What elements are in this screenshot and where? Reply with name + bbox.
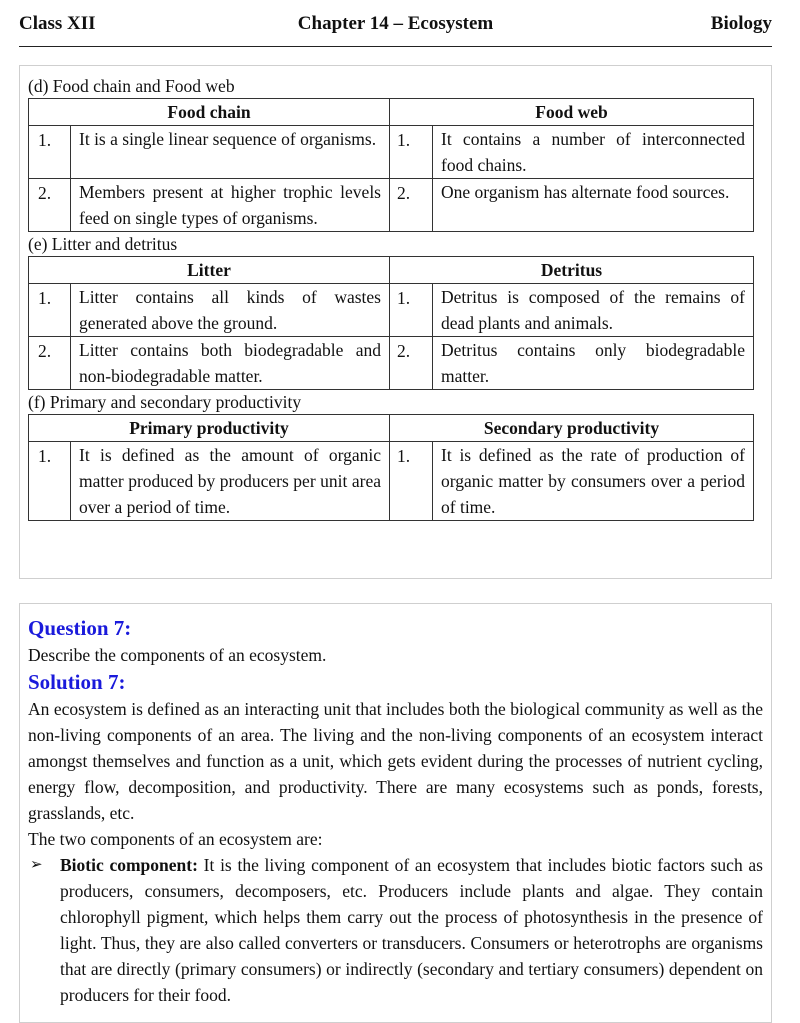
table-row	[29, 126, 754, 179]
class-label: Class XII	[19, 13, 96, 34]
row-number: 1.	[29, 284, 71, 337]
question-text: Describe the components of an ecosystem.	[28, 645, 327, 665]
row-number: 2.	[390, 179, 433, 232]
section-title-f: (f) Primary and secondary productivity	[28, 392, 302, 412]
row-number: 1.	[390, 284, 433, 337]
row-number: 2.	[29, 179, 71, 232]
table-heading-right: Food web	[390, 99, 754, 126]
bullet-body	[60, 852, 763, 1008]
cell-text: Detritus contains only biodegradable matter.	[433, 337, 754, 390]
chapter-title: Chapter 14 – Ecosystem	[297, 13, 494, 34]
cell-text: Detritus is composed of the remains of dead plants and animals.	[433, 284, 754, 337]
table-row	[29, 179, 754, 232]
cell-text: Litter contains both biodegradable and non-biodegradable matter.	[71, 337, 390, 390]
table-row	[29, 284, 754, 337]
page-header	[19, 4, 772, 44]
cell-text: Litter contains all kinds of wastes generated above the ground.	[71, 284, 390, 337]
header-divider	[19, 46, 772, 47]
food-chain-web-table	[28, 98, 754, 232]
row-number: 2.	[390, 337, 433, 390]
row-number: 1.	[29, 126, 71, 179]
cell-text: Members present at higher trophic levels feed on single types of organisms.	[71, 179, 390, 232]
solution-paragraph: An ecosystem is defined as an interacting unit that includes both the biological community as well as the non-living components of an area. The living and the non-living components of an ecosystem interact amongst themselves and function as a unit, which gets evident during the processes of nutrient cycling, energy flow, decomposition, and productivity. There are many ecosystems such as ponds, forests, grasslands, etc.	[28, 699, 763, 823]
section-title-e: (e) Litter and detritus	[28, 234, 178, 254]
solution-intro: The two components of an ecosystem are:	[28, 829, 323, 849]
bullet-text: It is the living component of an ecosystem that includes biotic factors such as producers, consumers, decomposers, etc. Producers include plants and algae. They contain chlorophyll pigment, which helps them carry out the process of photosynthesis in the presence of light. Thus, they are also called converters or transducers. Consumers or heterotrophs are organisms that are directly (primary consumers) or indirectly (secondary and tertiary consumers) dependent on producers for their food.	[60, 855, 763, 1005]
arrowhead-bullet-icon: ➢	[30, 857, 43, 873]
cell-text: It is a single linear sequence of organisms.	[71, 126, 390, 179]
table-heading-left: Litter	[29, 257, 390, 284]
cell-text: It is defined as the rate of production of organic matter by consumers over a period of time.	[433, 442, 754, 521]
table-row	[29, 337, 754, 390]
cell-text: It contains a number of interconnected food chains.	[433, 126, 754, 179]
subject-label: Biology	[710, 13, 772, 34]
litter-detritus-table	[28, 256, 754, 390]
table-heading-left: Food chain	[29, 99, 390, 126]
solution-heading: Solution 7:	[28, 670, 126, 694]
table-heading-left: Primary productivity	[29, 415, 390, 442]
comparison-box	[19, 65, 772, 579]
section-title-d: (d) Food chain and Food web	[28, 76, 235, 96]
cell-text: One organism has alternate food sources.	[433, 179, 754, 232]
row-number: 2.	[29, 337, 71, 390]
row-number: 1.	[29, 442, 71, 521]
productivity-table	[28, 414, 754, 521]
row-number: 1.	[390, 126, 433, 179]
table-heading-right: Detritus	[390, 257, 754, 284]
table-heading-right: Secondary productivity	[390, 415, 754, 442]
question-heading: Question 7:	[28, 616, 132, 640]
list-item	[28, 852, 763, 1008]
question-box	[19, 603, 772, 1023]
cell-text: It is defined as the amount of organic matter produced by producers per unit area over a period of time.	[71, 442, 390, 521]
row-number: 1.	[390, 442, 433, 521]
bullet-term: Biotic component:	[60, 855, 198, 875]
table-row	[29, 442, 754, 521]
